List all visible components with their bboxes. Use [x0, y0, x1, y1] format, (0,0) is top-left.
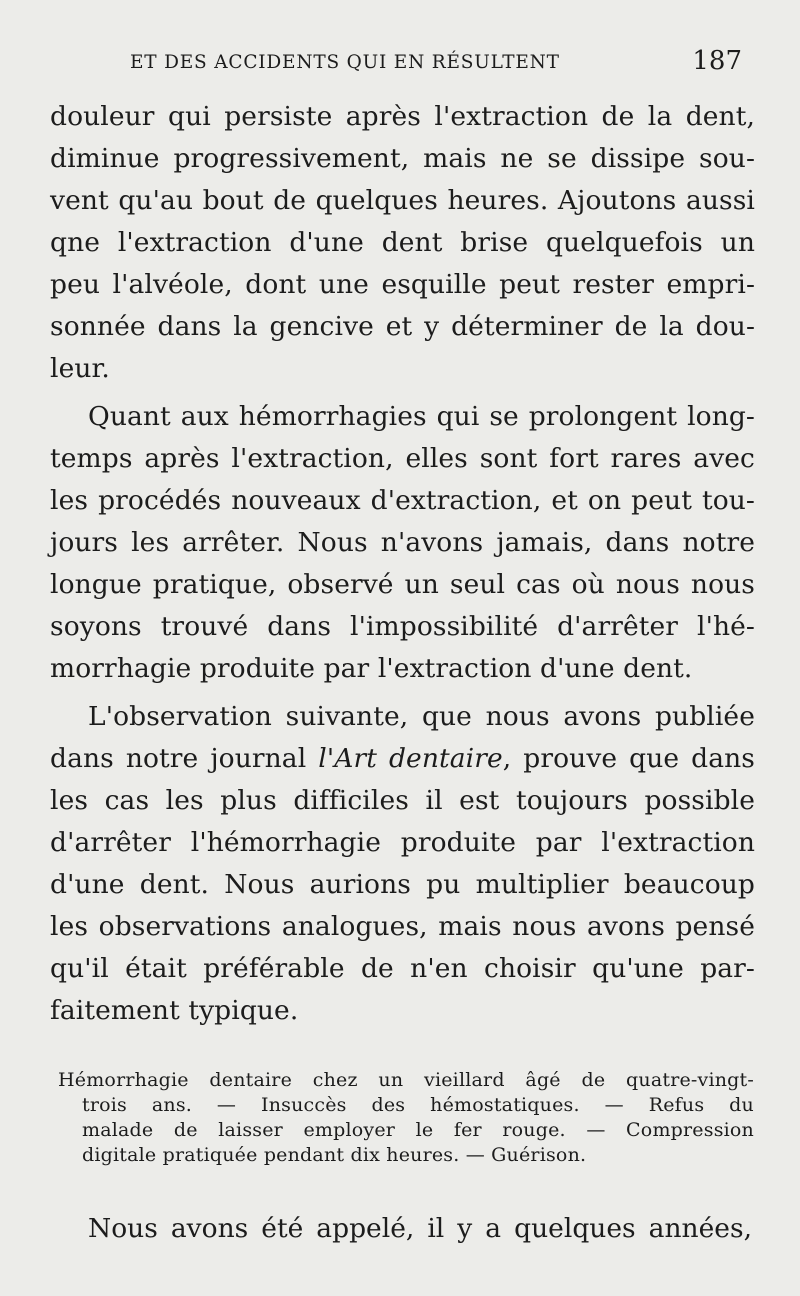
page-number: 187 — [692, 46, 742, 76]
paragraph-2 — [50, 396, 755, 690]
text-line: qne l'extraction d'une dent brise quelquefois un — [50, 227, 755, 258]
text-line: qu'il était préférable de n'en choisir qu'une par- — [50, 953, 755, 984]
text-line: vent qu'au bout de quelques heures. Ajoutons aussi — [50, 185, 755, 216]
text-line: faitement typique. — [50, 995, 299, 1026]
text-segment: , prouve que dans — [502, 743, 756, 774]
text-line: morrhagie produite par l'extraction d'une dent. — [50, 653, 693, 684]
text-line: temps après l'extraction, elles sont fort rares avec — [50, 443, 755, 474]
text-line: douleur qui persiste après l'extraction de la dent, — [50, 101, 755, 132]
case-heading-line: Hémorrhagie dentaire chez un vieillard âgé de quatre-vingt- — [58, 1069, 754, 1091]
text-line: sonnée dans la gencive et y déterminer de la dou- — [50, 311, 755, 342]
text-line: les cas les plus difficiles il est toujours possible — [50, 785, 755, 816]
text-line: peu l'alvéole, dont une esquille peut rester empri- — [50, 269, 755, 300]
text-line: leur. — [50, 353, 110, 384]
case-heading-line: digitale pratiquée pendant dix heures. — Guérison. — [82, 1144, 587, 1166]
text-line: les procédés nouveaux d'extraction, et on peut tou- — [50, 485, 755, 516]
text-line: soyons trouvé dans l'impossibilité d'arrêter l'hé- — [50, 611, 755, 642]
paragraph-3 — [50, 696, 755, 1032]
text-line: d'arrêter l'hémorrhagie produite par l'extraction — [50, 827, 755, 858]
case-heading-line: malade de laisser employer le fer rouge. — Compression — [82, 1119, 754, 1141]
text-line: d'une dent. Nous aurions pu multiplier beaucoup — [50, 869, 755, 900]
paragraph-4: Nous avons été appelé, il y a quelques années, — [88, 1213, 752, 1244]
text-line: L'observation suivante, que nous avons publiée — [88, 701, 755, 732]
case-heading-line: trois ans. — Insuccès des hémostatiques. — Refus du — [82, 1094, 754, 1116]
journal-title: l'Art dentaire — [318, 743, 503, 774]
paragraph-1 — [50, 96, 755, 390]
running-header — [130, 46, 742, 76]
text-line: les observations analogues, mais nous avons pensé — [50, 911, 755, 942]
running-title: ET DES ACCIDENTS QUI EN RÉSULTENT — [130, 52, 560, 73]
text-line: jours les arrêter. Nous n'avons jamais, dans notre — [50, 527, 755, 558]
body-text — [50, 96, 755, 1032]
text-segment: dans notre journal — [50, 743, 319, 774]
text-line: diminue progressivement, mais ne se dissipe sou- — [50, 143, 755, 174]
text-line — [50, 738, 755, 780]
text-line: Quant aux hémorrhagies qui se prolongent long- — [88, 401, 755, 432]
case-heading — [58, 1068, 754, 1168]
text-line: longue pratique, observé un seul cas où nous nous — [50, 569, 755, 600]
